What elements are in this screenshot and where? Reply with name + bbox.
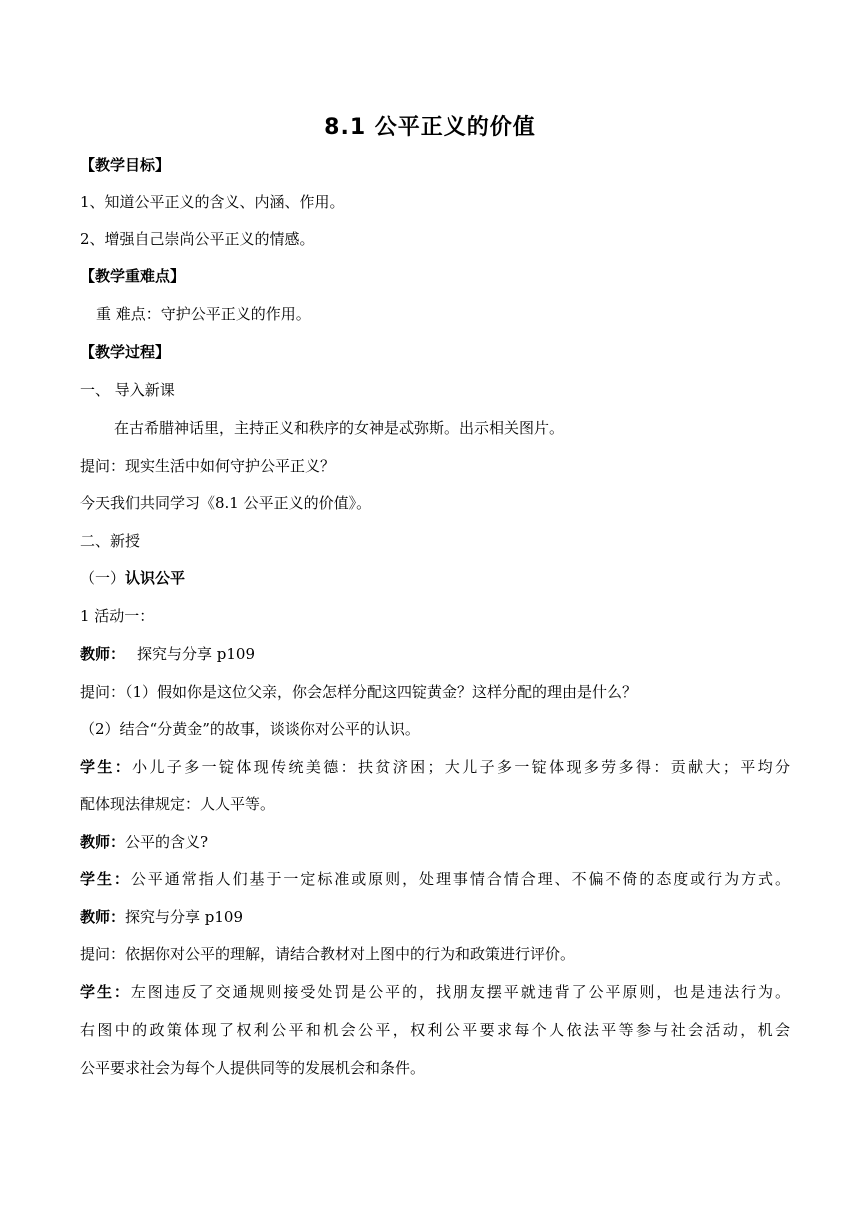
- speaker-label: 学生：: [80, 758, 133, 776]
- key-point: 重 难点：守护公平正义的作用。: [96, 305, 311, 323]
- speaker-label: 教师：: [80, 645, 126, 663]
- student-line-1-cont: 配体现法律规定：人人平等。: [80, 795, 276, 813]
- question-line: 提问：现实生活中如何守护公平正义？: [80, 457, 336, 475]
- speaker-label: 教师：: [80, 908, 126, 926]
- student-line-1: [80, 756, 790, 778]
- teacher-line-2: [80, 831, 790, 853]
- step-heading-new: 二、新授: [80, 532, 141, 550]
- objective-2: 2、增强自己崇尚公平正义的情感。: [80, 230, 315, 248]
- speaker-label: 教师：: [80, 833, 126, 851]
- speaker-text: 左图违反了交通规则接受处罚是公平的，找朋友摆平就违背了公平原则，也是违法行为。: [130, 983, 790, 1001]
- teacher-line-1: [80, 643, 790, 665]
- teacher-line-3: [80, 906, 790, 928]
- speaker-label: 学生：: [80, 983, 131, 1001]
- student-line-3-end: 公平要求社会为每个人提供同等的发展机会和条件。: [80, 1059, 426, 1077]
- question-3: 提问：依据你对公平的理解，请结合教材对上图中的行为和政策进行评价。: [80, 945, 576, 963]
- speaker-text: 公平通常指人们基于一定标准或原则，处理事情合情合理、不偏不倚的态度或行为方式。: [130, 870, 790, 888]
- intro-paragraph: 在古希腊神话里，主持正义和秩序的女神是忒弥斯。出示相关图片。: [114, 419, 565, 437]
- speaker-text: 探究与分享 p109: [137, 645, 256, 663]
- subsection-number: （一）: [80, 569, 126, 587]
- student-line-2: [80, 868, 790, 890]
- subsection-heading: [80, 567, 790, 589]
- question-1: 提问：（1）假如你是这位父亲，你会怎样分配这四锭黄金？这样分配的理由是什么？: [80, 683, 638, 701]
- objective-1: 1、知道公平正义的含义、内涵、作用。: [80, 193, 345, 211]
- speaker-text: 公平的含义?: [125, 833, 209, 851]
- speaker-label: 学生：: [80, 870, 131, 888]
- section-heading-key-points: 【教学重难点】: [80, 267, 186, 285]
- subsection-title: 认识公平: [125, 569, 186, 587]
- step-heading-intro: 一、 导入新课: [80, 381, 175, 399]
- activity-one: 1 活动一：: [80, 607, 155, 625]
- document-title: 8.1 公平正义的价值: [324, 115, 536, 140]
- section-heading-objectives: 【教学目标】: [80, 156, 171, 174]
- speaker-text: 小儿子多一锭体现传统美德：扶贫济困；大儿子多一锭体现多劳多得：贡献大；平均分: [132, 758, 790, 776]
- today-line: 今天我们共同学习《8.1 公平正义的价值》。: [80, 494, 372, 512]
- student-line-3: [80, 981, 790, 1003]
- question-2: （2）结合“分黄金”的故事，谈谈你对公平的认识。: [80, 720, 420, 738]
- section-heading-process: 【教学过程】: [80, 343, 171, 361]
- speaker-text: 探究与分享 p109: [125, 908, 244, 926]
- student-line-3-cont: 右图中的政策体现了权利公平和机会公平，权利公平要求每个人依法平等参与社会活动，机会: [80, 1021, 790, 1039]
